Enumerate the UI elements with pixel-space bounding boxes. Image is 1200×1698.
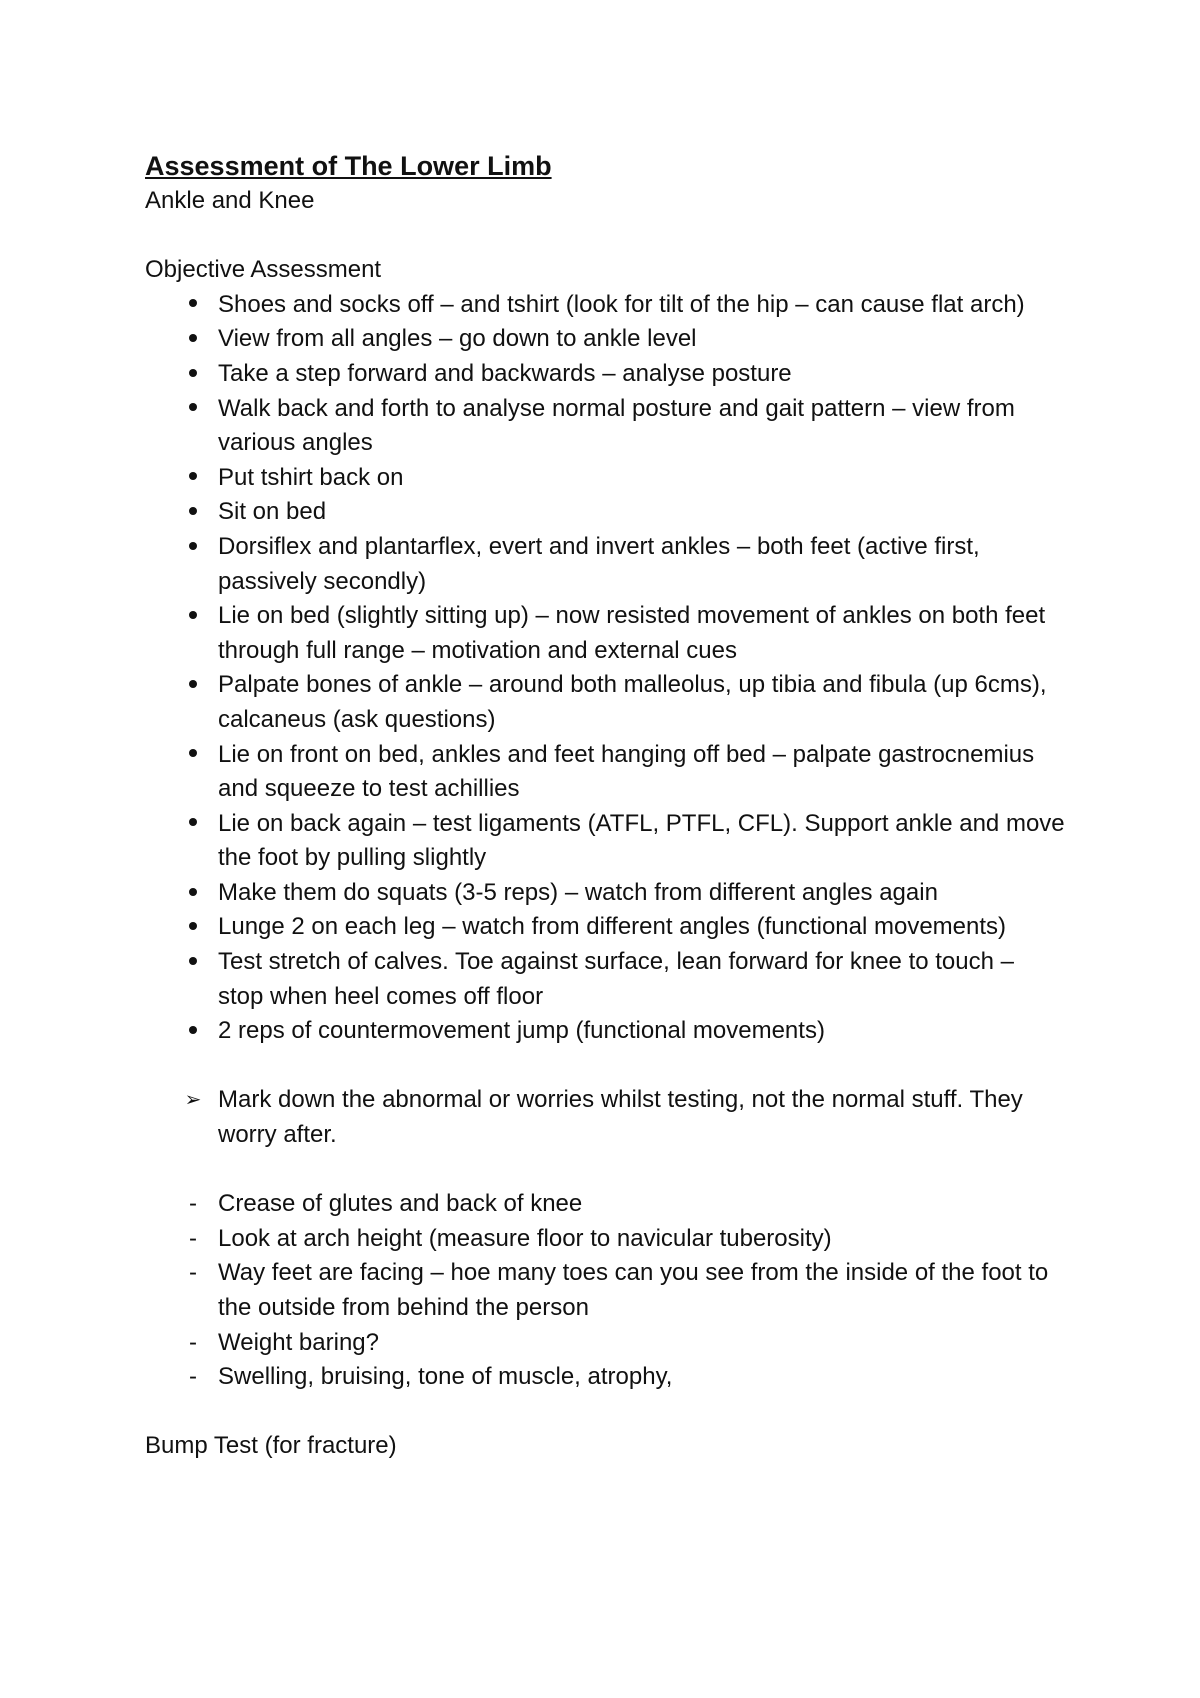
list-item-text: Lie on front on bed, ankles and feet hanging off bed – palpate gastrocnemius and squeeze to test achillies — [218, 740, 1035, 803]
bullet-icon — [183, 807, 203, 842]
dash-bullet-icon: - — [189, 1363, 197, 1391]
document-content — [145, 148, 1065, 1464]
dash-bullet-icon: - — [189, 1190, 197, 1218]
arrow-list — [145, 1083, 1065, 1152]
list-item — [145, 1360, 1065, 1395]
blank-line — [145, 1049, 1065, 1084]
list-item-text: Swelling, bruising, tone of muscle, atrophy, — [218, 1363, 673, 1391]
blank-line — [145, 1395, 1065, 1430]
list-item-text: Test stretch of calves. Toe against surface, lean forward for knee to touch – stop when heel comes off floor — [218, 948, 1014, 1010]
list-item-text: Walk back and forth to analyse normal posture and gait pattern – view from various angles — [218, 394, 1015, 457]
bullet-icon — [183, 461, 203, 496]
list-item — [145, 530, 1065, 599]
bullet-icon — [183, 599, 203, 634]
list-item — [145, 910, 1065, 945]
bullet-icon — [183, 392, 203, 427]
list-item — [145, 876, 1065, 911]
bullet-icon — [183, 1014, 203, 1049]
dash-bullet-icon: - — [189, 1259, 197, 1287]
bullet-icon — [183, 876, 203, 911]
list-item — [145, 807, 1065, 876]
dash-list — [145, 1187, 1065, 1395]
list-item — [145, 1256, 1065, 1325]
list-item-text: Lunge 2 on each leg – watch from different angles (functional movements) — [218, 913, 1007, 941]
list-item — [145, 599, 1065, 668]
section-heading: Objective Assessment — [145, 256, 382, 284]
list-item-text: Weight baring? — [218, 1328, 379, 1356]
arrow-note — [145, 1083, 1065, 1152]
bump-test-heading: Bump Test (for fracture) — [145, 1432, 397, 1460]
list-item-text: Sit on bed — [218, 498, 327, 526]
list-item-text: Take a step forward and backwards – analyse posture — [218, 359, 792, 387]
list-item — [145, 392, 1065, 461]
list-item — [145, 738, 1065, 807]
blank-line — [145, 219, 1065, 254]
list-item — [145, 1014, 1065, 1049]
list-item-text: Put tshirt back on — [218, 463, 404, 491]
document-subtitle: Ankle and Knee — [145, 187, 315, 214]
bullet-icon — [183, 288, 203, 323]
list-item — [145, 495, 1065, 530]
list-item — [145, 945, 1065, 1014]
list-item — [145, 322, 1065, 357]
bullet-icon — [183, 357, 203, 392]
document-title: Assessment of The Lower Limb — [145, 151, 552, 181]
bullet-icon — [183, 738, 203, 773]
blank-line — [145, 1153, 1065, 1188]
list-item-text: Lie on back again – test ligaments (ATFL, PTFL, CFL). Support ankle and move the foot by pulling slightly — [218, 809, 1065, 872]
bullet-icon — [183, 668, 203, 703]
bullet-icon — [183, 530, 203, 565]
list-item — [145, 357, 1065, 392]
list-item-text: Dorsiflex and plantarflex, evert and invert ankles – both feet (active first, passively secondly) — [218, 532, 980, 595]
list-item-text: Way feet are facing – hoe many toes can you see from the inside of the foot to the outside from behind the person — [218, 1259, 1049, 1321]
list-item-text: Palpate bones of ankle – around both malleolus, up tibia and fibula (up 6cms), calcaneus (ask questions) — [218, 671, 1047, 733]
bullet-icon — [183, 322, 203, 357]
list-item-text: View from all angles – go down to ankle level — [218, 325, 697, 353]
dash-bullet-icon: - — [189, 1224, 197, 1252]
bullet-icon — [183, 495, 203, 530]
arrow-note-text: Mark down the abnormal or worries whilst testing, not the normal stuff. They worry after. — [218, 1086, 1023, 1149]
list-item-text: Make them do squats (3-5 reps) – watch from different angles again — [218, 878, 938, 906]
list-item — [145, 1187, 1065, 1222]
list-item-text: Lie on bed (slightly sitting up) – now resisted movement of ankles on both feet through full range – motivation and external cues — [218, 602, 1046, 664]
list-item — [145, 668, 1065, 737]
list-item — [145, 461, 1065, 496]
dash-bullet-icon: - — [189, 1328, 197, 1356]
list-item-text: Look at arch height (measure floor to navicular tuberosity) — [218, 1224, 832, 1252]
list-item-text: Shoes and socks off – and tshirt (look for tilt of the hip – can cause flat arch) — [218, 290, 1025, 318]
list-item — [145, 1222, 1065, 1257]
list-item-text: Crease of glutes and back of knee — [218, 1190, 583, 1218]
arrow-bullet-icon: ➢ — [184, 1089, 202, 1112]
bullet-icon — [183, 910, 203, 945]
bullet-list — [145, 288, 1065, 1049]
list-item — [145, 1326, 1065, 1361]
list-item — [145, 288, 1065, 323]
list-item-text: 2 reps of countermovement jump (functional movements) — [218, 1017, 825, 1045]
bullet-icon — [183, 945, 203, 980]
